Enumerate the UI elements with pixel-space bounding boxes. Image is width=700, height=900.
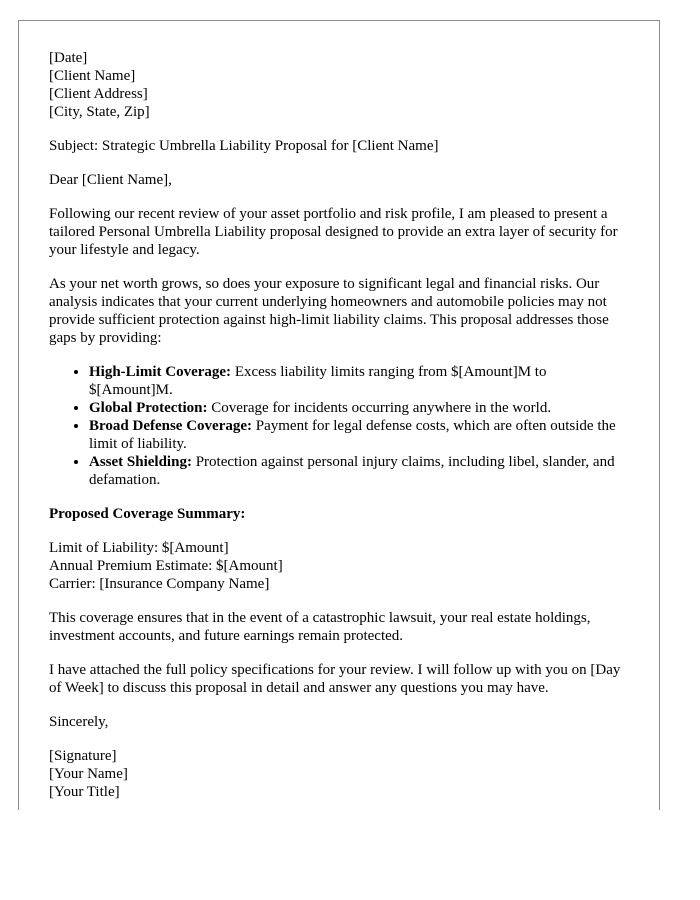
coverage-summary bbox=[49, 539, 629, 593]
salutation: Dear [Client Name], bbox=[49, 172, 172, 188]
risk-paragraph: As your net worth grows, so does your exposure to significant legal and financial risks. Our analysis indicates that your current underlying homeowners and automobile policies may not provide sufficient protection against high-limit liability claims. This proposal addresses those gaps by providing: bbox=[49, 276, 609, 346]
limit-of-liability-line: Limit of Liability: $[Amount] bbox=[49, 540, 229, 556]
benefits-list bbox=[49, 363, 629, 489]
address-block bbox=[49, 49, 629, 121]
signature-block bbox=[49, 747, 629, 801]
assurance-paragraph: This coverage ensures that in the event of a catastrophic lawsuit, your real estate holdings, investment accounts, and future earnings remain protected. bbox=[49, 610, 591, 644]
followup-paragraph: I have attached the full policy specifications for your review. I will follow up with you on [Day of Week] to discuss this proposal in detail and answer any questions you may have. bbox=[49, 662, 621, 696]
list-item bbox=[89, 363, 629, 399]
benefit-title: Global Protection: bbox=[89, 400, 208, 416]
benefit-text: Payment for legal defense costs, which are often outside the limit of liability. bbox=[89, 418, 616, 452]
signature-line: [Signature] bbox=[49, 748, 117, 764]
list-item bbox=[89, 453, 629, 489]
benefit-text: Excess liability limits ranging from $[Amount]M to $[Amount]M. bbox=[89, 364, 547, 398]
benefit-title: High-Limit Coverage: bbox=[89, 364, 232, 380]
subject-line: Subject: Strategic Umbrella Liability Proposal for [Client Name] bbox=[49, 138, 439, 154]
benefit-text: Coverage for incidents occurring anywhere in the world. bbox=[207, 400, 552, 416]
your-title-line: [Your Title] bbox=[49, 784, 120, 800]
benefit-title: Asset Shielding: bbox=[89, 454, 192, 470]
letter-page bbox=[18, 20, 660, 810]
premium-estimate-line: Annual Premium Estimate: $[Amount] bbox=[49, 558, 283, 574]
summary-heading: Proposed Coverage Summary: bbox=[49, 506, 246, 522]
city-state-zip-line: [City, State, Zip] bbox=[49, 104, 150, 120]
date-line: [Date] bbox=[49, 50, 88, 66]
your-name-line: [Your Name] bbox=[49, 766, 128, 782]
client-name-line: [Client Name] bbox=[49, 68, 136, 84]
benefit-text: Protection against personal injury claims, including libel, slander, and defamation. bbox=[89, 454, 615, 488]
client-address-line: [Client Address] bbox=[49, 86, 148, 102]
benefit-title: Broad Defense Coverage: bbox=[89, 418, 253, 434]
list-item bbox=[89, 399, 629, 417]
intro-paragraph: Following our recent review of your asset portfolio and risk profile, I am pleased to present a tailored Personal Umbrella Liability proposal designed to provide an extra layer of security for your lifestyle and legacy. bbox=[49, 206, 618, 258]
list-item bbox=[89, 417, 629, 453]
closing: Sincerely, bbox=[49, 714, 109, 730]
carrier-line: Carrier: [Insurance Company Name] bbox=[49, 576, 270, 592]
